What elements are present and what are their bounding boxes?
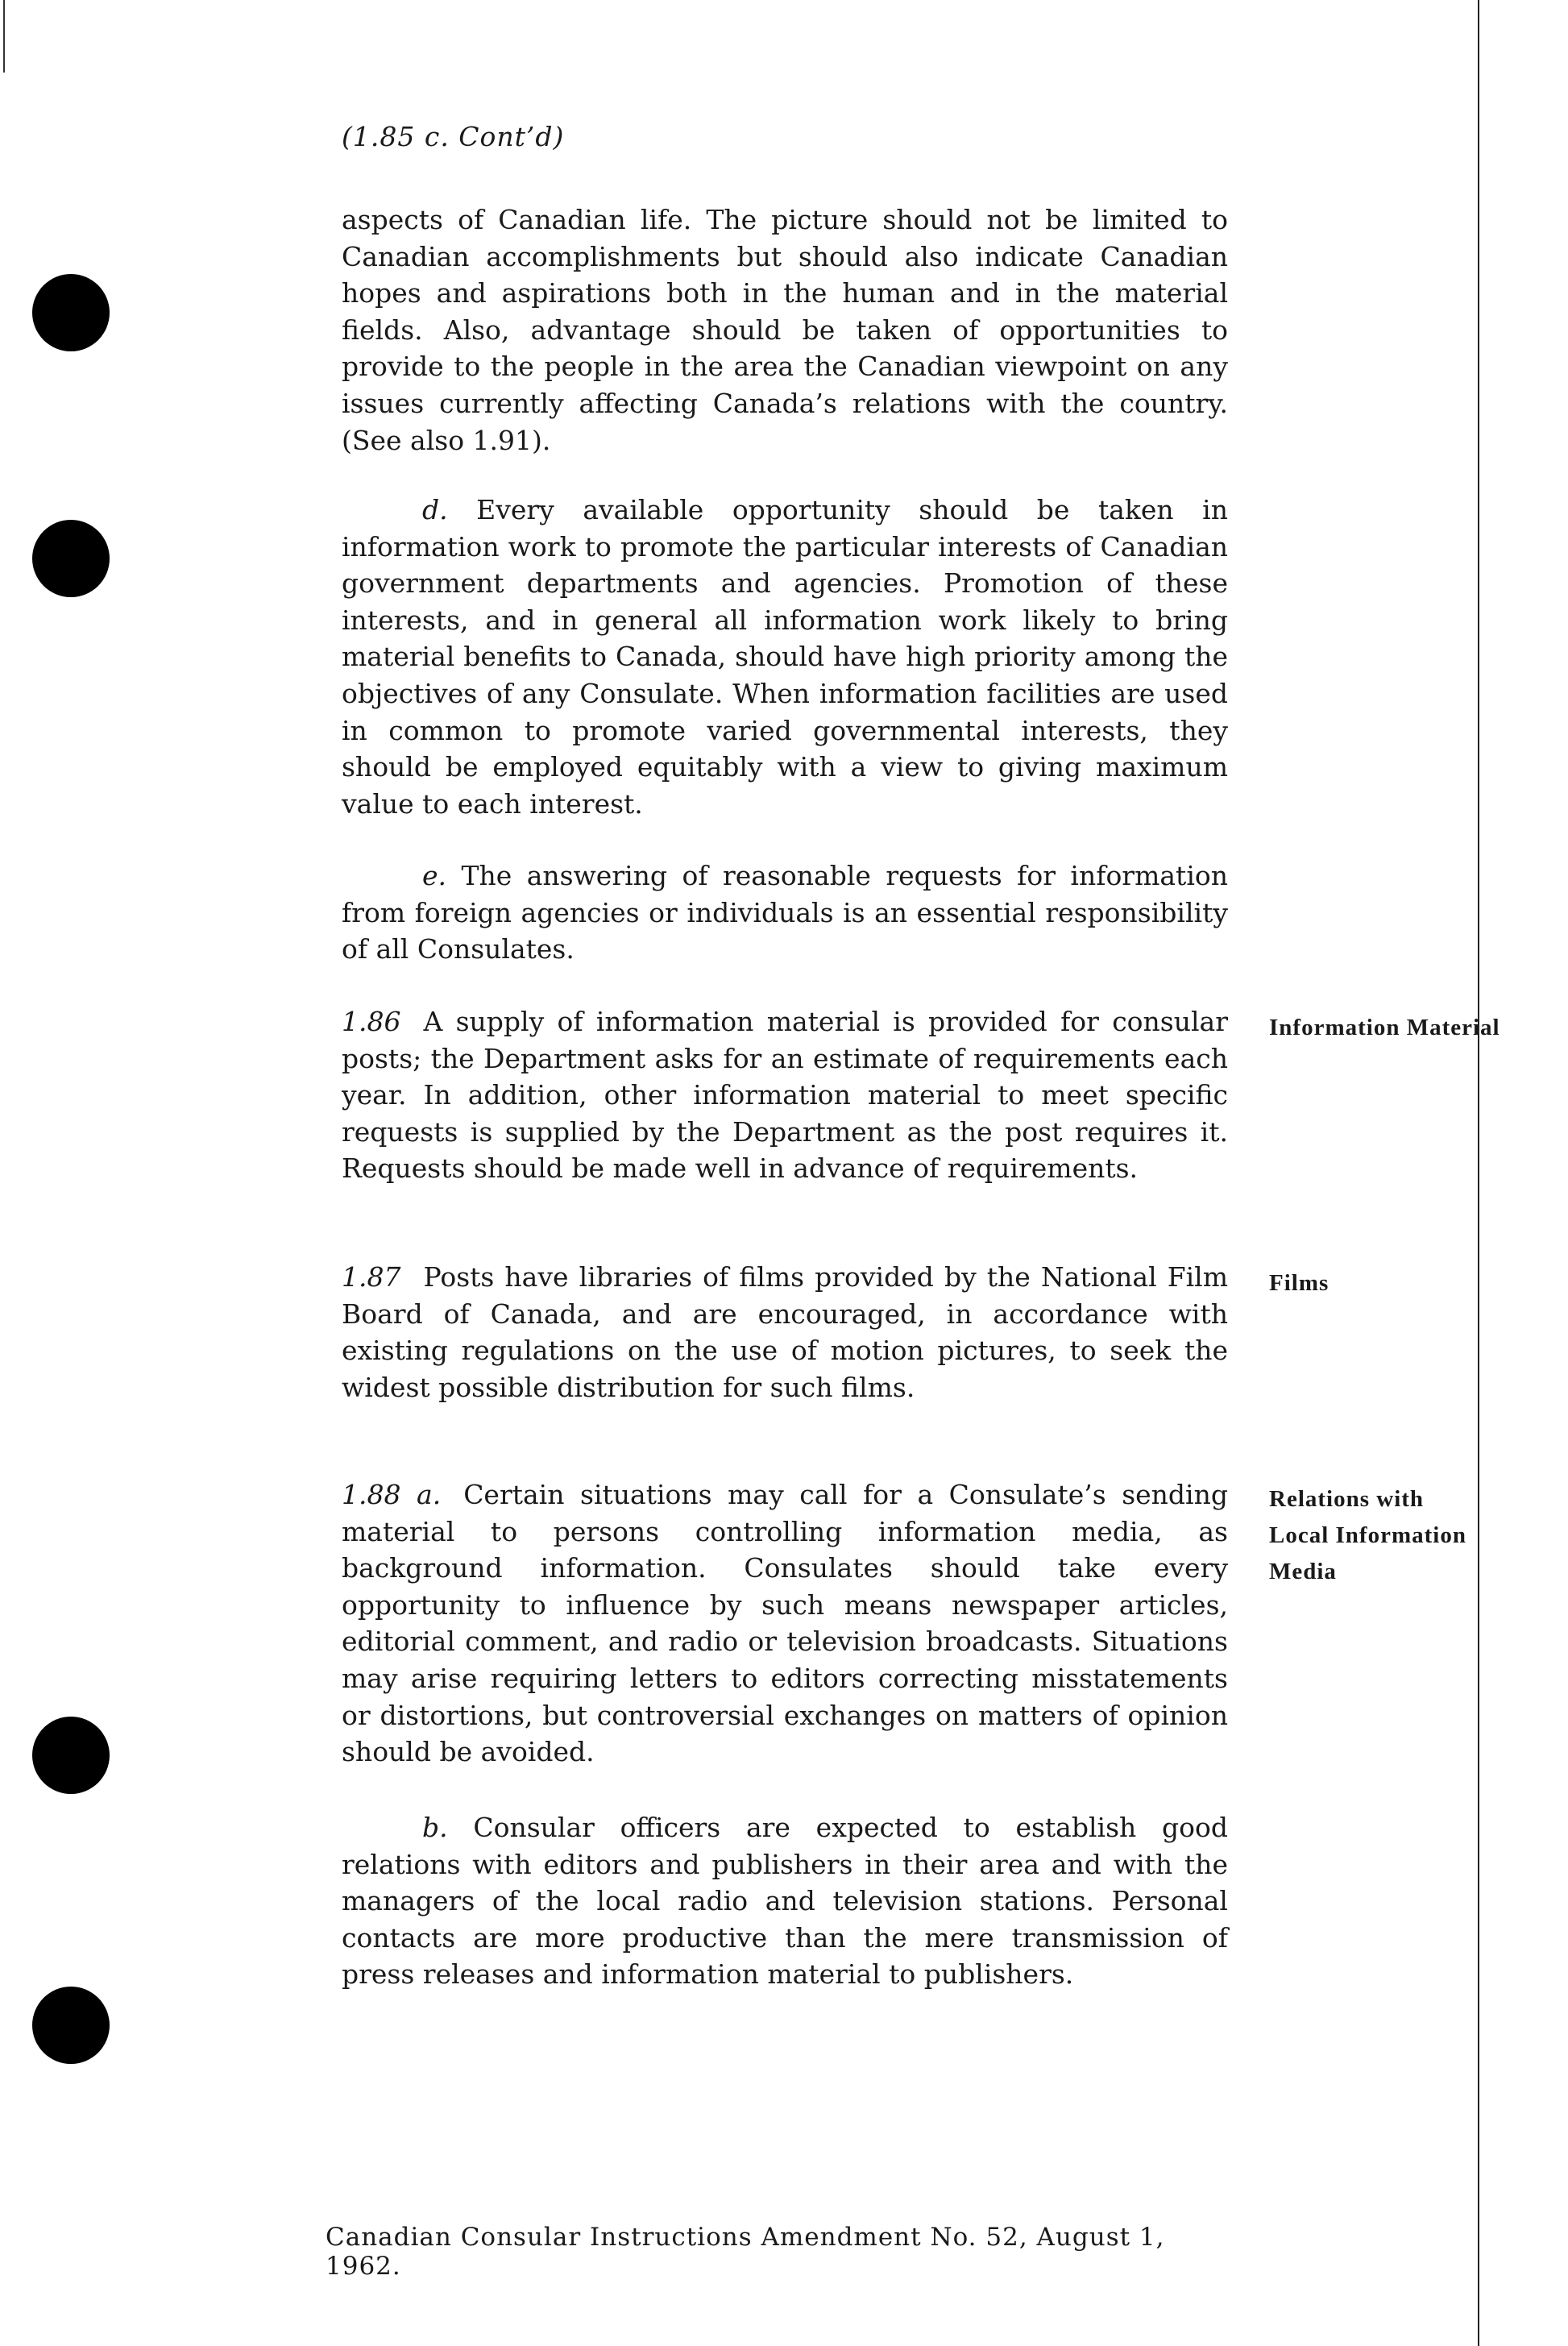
paragraph-text: aspects of Canadian life. The picture should not be limited to Canadian accomplishments but should also indicate Canadian hopes and aspirations both in the human and in the material fields. Also, advantage should be taken of opportunities to provide to the people in the area the Canadian viewpoint on any issues currently affecting Canada’s relations with the country. (See also 1.91). [342,204,1228,456]
section-number: 1.86 [342,1006,401,1037]
paragraph-aspects [342,201,1228,459]
section-1-88b-letter: b. [422,1812,448,1843]
paragraph-d-body [342,492,1228,822]
punch-hole [32,274,110,351]
section-1-86-body [342,1003,1228,1187]
section-1-88b-text: Consular officers are expected to establish good relations with editors and publishers in their area and with the managers of the local radio and television stations. Personal contacts are more productive than the mere transmission of press releases and information material to publishers. [342,1812,1228,1991]
margin-note-information-material: Information Material [1269,1015,1500,1040]
section-1-86-text: A supply of information material is provided for consular posts; the Department asks for an estimate of requirements each year. In addition, other information material to meet specific requests is supplied by the Department as the post requires it. Requests should be made well in advance of requirements. [342,1006,1228,1185]
section-1-87-body [342,1259,1228,1406]
scan-edge-line-right [1478,0,1479,2346]
margin-note-line: Relations with [1269,1486,1425,1512]
paragraph-e-body [342,857,1228,968]
section-1-88a-text: Certain situations may call for a Consulate’s sending material to persons controlling information media, as background information. Consulates should take every opportunity to influence by such means newspaper articles, editorial comment, and radio or television broadcasts. Situations may arise requiring letters to editors correcting misstatements or distortions, but controversial exchanges on matters of opinion should be avoided. [342,1479,1228,1768]
continued-heading: (1.85 c. Cont’d) [342,121,565,152]
punch-hole [32,1987,110,2064]
paragraph-d-letter: d. [422,494,448,525]
margin-note-relations [1269,1481,1511,1590]
section-1-87-text: Posts have libraries of films provided by the National Film Board of Canada, and are encouraged, in accordance with existing regulations on the use of motion pictures, to seek the widest possible distribution for such films. [342,1261,1228,1403]
punch-hole [32,1717,110,1794]
section-number: 1.88 a. [342,1479,442,1510]
section-1-87 [342,1259,1228,1406]
paragraph-d [342,492,1228,822]
margin-note-films: Films [1269,1270,1329,1296]
section-1-88b-body [342,1809,1228,1993]
punch-hole [32,520,110,597]
section-1-88b [342,1809,1228,1993]
margin-note-line: Local Information [1269,1522,1466,1548]
paragraph-d-text: Every available opportunity should be taken in information work to promote the particular interests of Canadian government departments and agencies. Promotion of these interests, and in general all information work likely to bring material benefits to Canada, should have high priority among the objectives of any Consulate. When information facilities are used in common to promote varied governmental interests, they should be employed equitably with a view to giving maximum value to each interest. [342,494,1228,820]
paragraph-e-letter: e. [422,860,447,891]
section-1-86 [342,1003,1228,1187]
margin-note-line: Media [1269,1559,1337,1584]
paragraph-e [342,857,1228,968]
section-1-88a [342,1476,1228,1771]
section-1-88a-body [342,1476,1228,1771]
section-number: 1.87 [342,1261,401,1293]
scan-edge-line-left [3,0,5,73]
page-footer: Canadian Consular Instructions Amendment No. 52, August 1, 1962. [326,2223,1165,2281]
paragraph-e-text: The answering of reasonable requests for information from foreign agencies or individuals is an essential responsibility of all Consulates. [342,860,1228,965]
